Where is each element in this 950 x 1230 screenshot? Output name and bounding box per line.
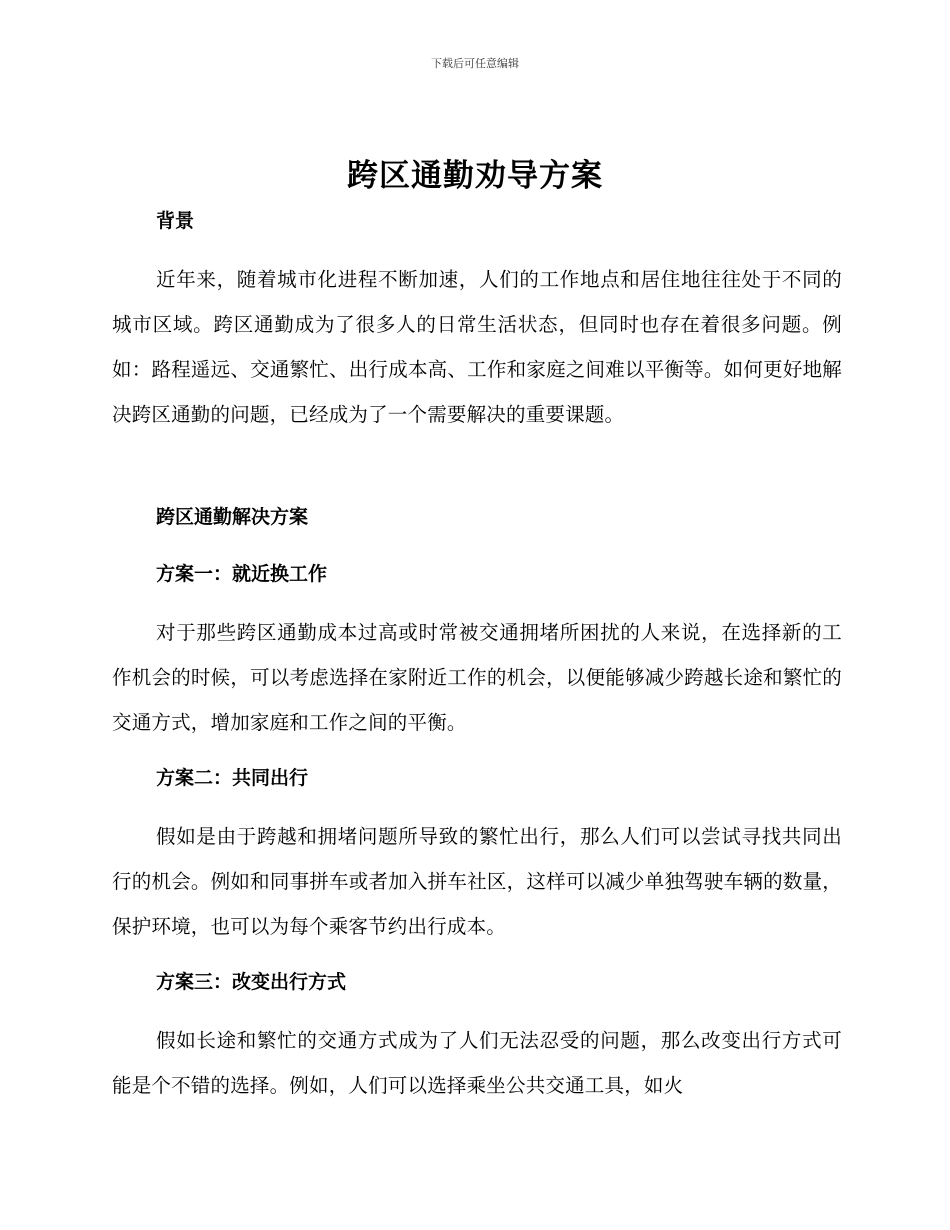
- option1-heading: 方案一：就近换工作: [156, 563, 328, 585]
- header-note: 下载后可任意编辑: [431, 57, 519, 70]
- background-heading: 背景: [156, 210, 195, 232]
- option1-paragraph: 对于那些跨区通勤成本过高或时常被交通拥堵所困扰的人来说，在选择新的工作机会的时候，可以考虑选择在家附近工作的机会，以便能够减少跨越长途和繁忙的交通方式，增加家庭和工作之间的平衡。: [112, 621, 842, 734]
- option2-heading: 方案二：共同出行: [156, 767, 309, 789]
- option3-heading: 方案三：改变出行方式: [156, 971, 347, 993]
- solutions-heading: 跨区通勤解决方案: [156, 506, 309, 528]
- document-title: 跨区通勤劝导方案: [347, 158, 603, 194]
- background-paragraph: 近年来，随着城市化进程不断加速，人们的工作地点和居住地往往处于不同的城市区域。跨区通勤成为了很多人的日常生活状态，但同时也存在着很多问题。例如：路程遥远、交通繁忙、出行成本高、工作和家庭之间难以平衡等。如何更好地解决跨区通勤的问题，已经成为了一个需要解决的重要课题。: [112, 268, 842, 426]
- option2-paragraph: 假如是由于跨越和拥堵问题所导致的繁忙出行，那么人们可以尝试寻找共同出行的机会。例如和同事拼车或者加入拼车社区，这样可以减少单独驾驶车辆的数量，保护环境，也可以为每个乘客节约出行成本。: [112, 825, 842, 938]
- option3-paragraph: 假如长途和繁忙的交通方式成为了人们无法忍受的问题，那么改变出行方式可能是个不错的选择。例如，人们可以选择乘坐公共交通工具，如火: [112, 1029, 842, 1097]
